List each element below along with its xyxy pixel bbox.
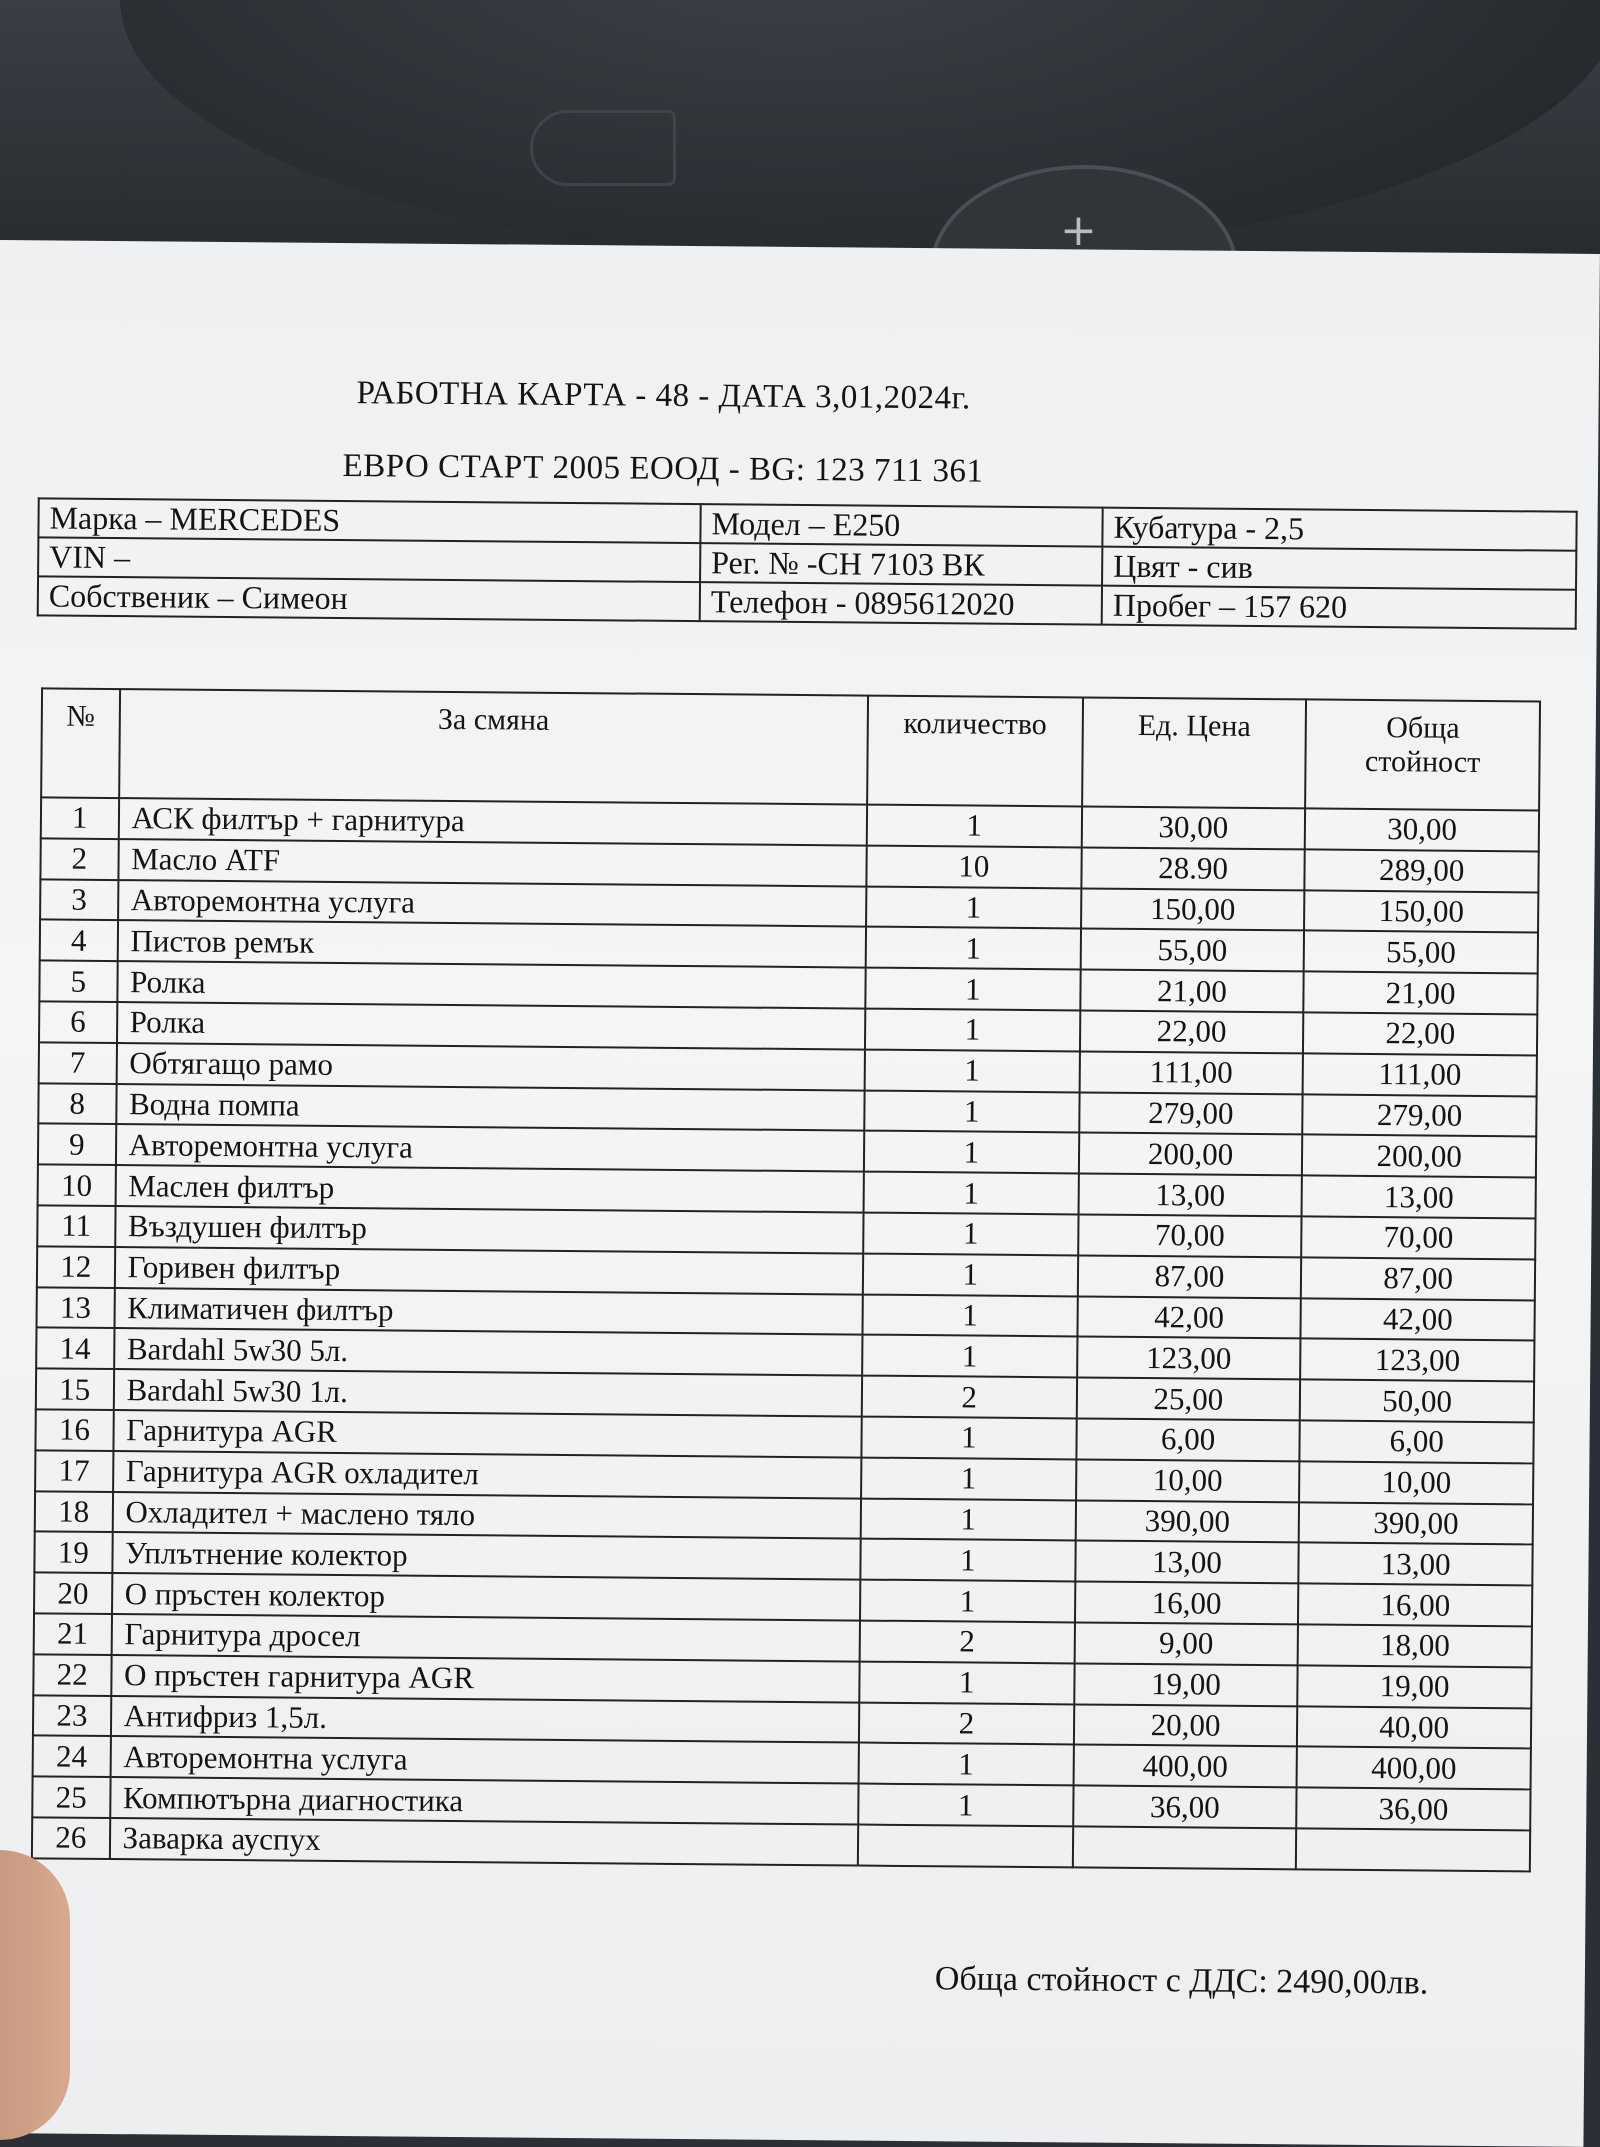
row-number: 10: [38, 1165, 116, 1206]
row-quantity: 1: [861, 1417, 1076, 1460]
row-total: 10,00: [1299, 1461, 1533, 1504]
row-number: 2: [40, 838, 118, 879]
vehicle-registration: Рег. № -СН 7103 ВК: [700, 543, 1102, 586]
owner-phone: Телефон - 0895612020: [700, 582, 1102, 625]
row-number: 1: [41, 797, 119, 838]
row-total: 42,00: [1301, 1298, 1535, 1341]
row-number: 15: [36, 1369, 114, 1410]
row-number: 19: [34, 1532, 112, 1573]
row-total: 279,00: [1303, 1094, 1537, 1137]
row-item: Уплътнение колектор: [112, 1532, 861, 1579]
row-number: 18: [35, 1491, 113, 1532]
row-quantity: 1: [859, 1661, 1074, 1704]
row-unit-price: 42,00: [1077, 1296, 1301, 1339]
row-item: Масло ATF: [118, 839, 867, 886]
row-quantity: 1: [862, 1335, 1077, 1378]
row-unit-price: 16,00: [1075, 1582, 1299, 1625]
vehicle-make: Марка – MERCEDES: [38, 498, 700, 543]
row-quantity: 2: [859, 1702, 1074, 1745]
vehicle-displacement: Кубатура - 2,5: [1102, 508, 1576, 551]
row-number: 4: [40, 920, 118, 961]
row-unit-price: [1072, 1826, 1296, 1869]
row-quantity: 10: [866, 845, 1081, 888]
row-number: 9: [38, 1124, 116, 1165]
column-total: [1305, 699, 1540, 810]
parts-table: [31, 687, 1541, 1872]
row-quantity: 1: [862, 1294, 1077, 1337]
row-quantity: 1: [864, 1172, 1079, 1215]
row-number: 12: [37, 1246, 115, 1287]
row-number: 23: [33, 1695, 111, 1736]
column-quantity: количество: [867, 696, 1083, 807]
row-total: [1296, 1828, 1530, 1871]
holding-thumb: [0, 1850, 70, 2140]
row-unit-price: 19,00: [1074, 1663, 1298, 1706]
row-total: 50,00: [1300, 1380, 1534, 1423]
row-number: 24: [33, 1736, 111, 1777]
row-item: Гарнитура AGR охладител: [113, 1451, 862, 1498]
row-total: 40,00: [1297, 1706, 1531, 1749]
column-total-line1: Обща: [1386, 711, 1460, 745]
row-item: Bardahl 5w30 1л.: [113, 1369, 862, 1416]
row-item: Гарнитура AGR: [113, 1410, 862, 1457]
vehicle-vin: VIN –: [38, 537, 700, 582]
row-unit-price: 9,00: [1074, 1622, 1298, 1665]
row-unit-price: 111,00: [1079, 1051, 1303, 1094]
row-unit-price: 21,00: [1080, 970, 1304, 1013]
row-quantity: 1: [860, 1580, 1075, 1623]
row-item: О пръстен колектор: [112, 1573, 861, 1620]
row-quantity: 1: [860, 1539, 1075, 1582]
row-unit-price: 13,00: [1075, 1541, 1299, 1584]
row-number: 22: [33, 1654, 111, 1695]
row-unit-price: 20,00: [1074, 1704, 1298, 1747]
row-quantity: 1: [864, 1131, 1079, 1174]
row-quantity: 1: [864, 1090, 1079, 1133]
row-number: 20: [34, 1572, 112, 1613]
row-total: 400,00: [1297, 1747, 1531, 1790]
row-unit-price: 36,00: [1073, 1786, 1297, 1829]
table-header-row: [41, 688, 1540, 810]
row-item: Маслен филтър: [115, 1165, 864, 1212]
row-item: Пистов ремък: [117, 920, 866, 967]
row-unit-price: 87,00: [1077, 1255, 1301, 1298]
row-unit-price: 55,00: [1080, 929, 1304, 972]
row-unit-price: 28.90: [1081, 847, 1305, 890]
row-item: Гарнитура дросел: [111, 1614, 860, 1661]
row-total: 390,00: [1299, 1502, 1533, 1545]
row-item: АСК филтър + гарнитура: [118, 798, 867, 845]
column-number: №: [41, 688, 120, 798]
document-title: РАБОТНА КАРТА - 48 - ДАТА 3,01,2024г.: [356, 375, 971, 417]
row-item: Компютърна диагностика: [110, 1777, 859, 1824]
row-quantity: 2: [860, 1620, 1075, 1663]
vehicle-info-table: [37, 497, 1578, 629]
row-quantity: 1: [863, 1213, 1078, 1256]
row-number: 3: [40, 879, 118, 920]
row-quantity: 1: [865, 1009, 1080, 1052]
row-total: 13,00: [1302, 1176, 1536, 1219]
row-quantity: 1: [863, 1253, 1078, 1296]
row-unit-price: 200,00: [1079, 1133, 1303, 1176]
row-number: 21: [34, 1613, 112, 1654]
row-unit-price: 22,00: [1080, 1010, 1304, 1053]
row-total: 55,00: [1304, 931, 1538, 974]
row-item: Антифриз 1,5л.: [111, 1696, 860, 1743]
plus-icon: +: [1060, 205, 1097, 256]
row-number: 16: [35, 1409, 113, 1450]
row-total: 30,00: [1305, 808, 1539, 851]
row-unit-price: 70,00: [1078, 1214, 1302, 1257]
row-unit-price: 25,00: [1076, 1378, 1300, 1421]
row-unit-price: 279,00: [1079, 1092, 1303, 1135]
vehicle-color: Цвят - сив: [1102, 547, 1576, 590]
row-unit-price: 400,00: [1073, 1745, 1297, 1788]
row-total: 6,00: [1300, 1420, 1534, 1463]
company-name: ЕВРО СТАРТ 2005 ЕООД - BG: 123 711 361: [342, 447, 984, 490]
row-item: Заварка ауспух: [109, 1818, 858, 1865]
row-unit-price: 123,00: [1077, 1337, 1301, 1380]
row-item: Горивен филтър: [114, 1247, 863, 1294]
row-unit-price: 150,00: [1081, 888, 1305, 931]
row-item: Водна помпа: [116, 1084, 865, 1131]
row-item: Авторемонтна услуга: [110, 1736, 859, 1783]
horn-icon: [530, 110, 676, 186]
row-unit-price: 10,00: [1076, 1459, 1300, 1502]
row-number: 25: [32, 1776, 110, 1817]
row-quantity: 1: [859, 1743, 1074, 1786]
row-number: 6: [39, 1001, 117, 1042]
row-number: 5: [39, 961, 117, 1002]
row-total: 70,00: [1301, 1216, 1535, 1259]
row-item: Охладител + маслено тяло: [112, 1492, 861, 1539]
steering-wheel: [120, 0, 1600, 260]
row-total: 16,00: [1298, 1584, 1532, 1627]
row-item: Авторемонтна услуга: [116, 1124, 865, 1171]
row-item: Ролка: [117, 961, 866, 1008]
row-total: 19,00: [1298, 1665, 1532, 1708]
row-number: 8: [38, 1083, 116, 1124]
row-quantity: 1: [866, 927, 1081, 970]
row-item: О пръстен гарнитура AGR: [111, 1655, 860, 1702]
row-item: Bardahl 5w30 5л.: [114, 1328, 863, 1375]
vehicle-model: Модел – E250: [700, 504, 1102, 547]
row-number: 26: [32, 1817, 110, 1858]
row-quantity: [858, 1824, 1073, 1867]
row-quantity: 1: [867, 805, 1082, 848]
row-total: 150,00: [1304, 890, 1538, 933]
vehicle-owner: Собственик – Симеон: [38, 576, 700, 621]
row-quantity: 1: [865, 968, 1080, 1011]
row-quantity: 1: [865, 1049, 1080, 1092]
row-quantity: 1: [866, 886, 1081, 929]
row-number: 7: [39, 1042, 117, 1083]
row-quantity: 1: [861, 1498, 1076, 1541]
row-quantity: 1: [858, 1784, 1073, 1827]
row-item: Авторемонтна услуга: [118, 880, 867, 927]
row-total: 13,00: [1299, 1543, 1533, 1586]
vehicle-mileage: Пробег – 157 620: [1102, 586, 1576, 629]
row-unit-price: 390,00: [1075, 1500, 1299, 1543]
row-unit-price: 6,00: [1076, 1418, 1300, 1461]
work-order-sheet: [0, 240, 1600, 2147]
column-unit-price: Ед. Цена: [1082, 697, 1307, 808]
row-total: 18,00: [1298, 1624, 1532, 1667]
row-total: 123,00: [1300, 1339, 1534, 1382]
row-number: 17: [35, 1450, 113, 1491]
row-total: 111,00: [1303, 1053, 1537, 1096]
row-total: 87,00: [1301, 1257, 1535, 1300]
row-number: 13: [37, 1287, 115, 1328]
row-item: Въздушен филтър: [115, 1206, 864, 1253]
row-quantity: 2: [862, 1376, 1077, 1419]
row-total: 36,00: [1297, 1788, 1531, 1831]
row-item: Обтягащо рамо: [116, 1043, 865, 1090]
row-total: 21,00: [1304, 972, 1538, 1015]
row-total: 22,00: [1303, 1012, 1537, 1055]
row-quantity: 1: [861, 1457, 1076, 1500]
row-total: 289,00: [1305, 849, 1539, 892]
column-total-line2: стойност: [1364, 744, 1481, 779]
column-item: За смяна: [119, 689, 868, 805]
row-unit-price: 13,00: [1078, 1174, 1302, 1217]
row-item: Климатичен филтър: [114, 1288, 863, 1335]
grand-total: Обща стойност с ДДС: 2490,00лв.: [934, 1960, 1429, 2002]
row-number: 14: [36, 1328, 114, 1369]
row-unit-price: 30,00: [1081, 806, 1305, 849]
row-item: Ролка: [117, 1002, 866, 1049]
row-total: 200,00: [1302, 1135, 1536, 1178]
row-number: 11: [37, 1205, 115, 1246]
